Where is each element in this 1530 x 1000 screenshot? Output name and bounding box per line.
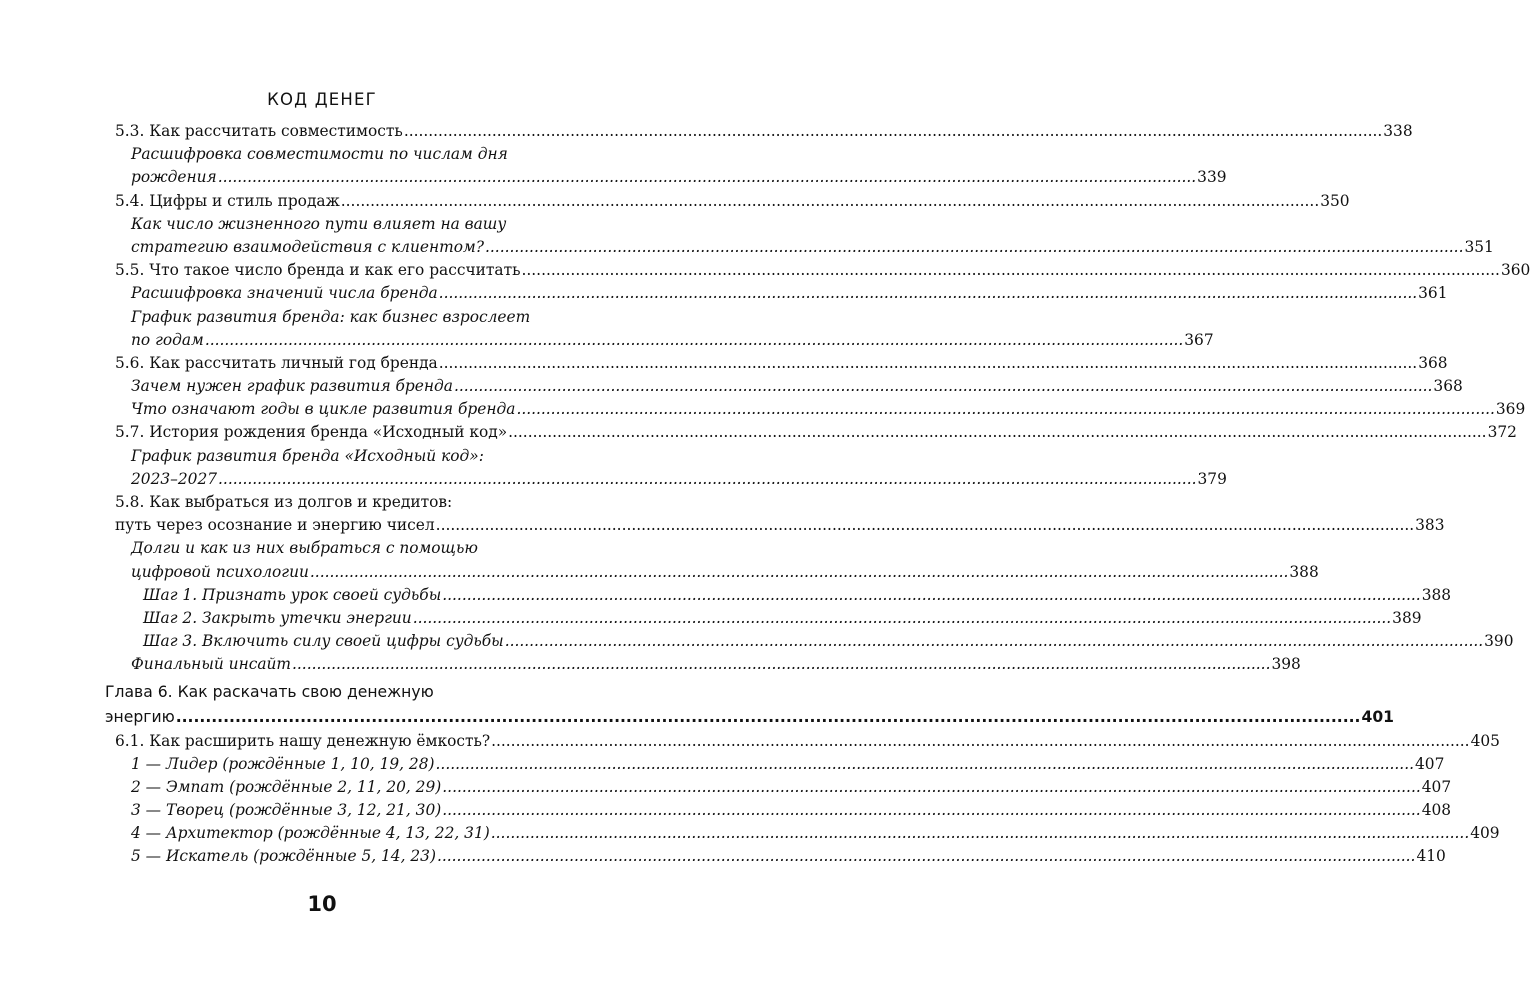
toc-entry-title: Долги и как из них выбраться с помощью (131, 539, 478, 558)
toc-entry-title: по годам (131, 330, 204, 349)
toc-page-number: 368 (1418, 353, 1448, 372)
toc-page-number: 368 (1433, 377, 1463, 396)
toc-page-number: 388 (1421, 585, 1452, 604)
toc-entry-title: 5.7. История рождения бренда «Исходный код» (115, 423, 508, 442)
toc-entry-title: 5.3. Как рассчитать совместимость (115, 122, 403, 140)
toc-page-number: 383 (1415, 516, 1445, 535)
toc-chapter-entry[interactable] (105, 680, 1395, 730)
toc-entry-title: Расшифровка значений числа бренда (131, 284, 438, 303)
toc-entry-title: рождения (131, 168, 217, 187)
toc-entry[interactable] (105, 584, 1452, 607)
toc-entry-title: Что означают годы в цикле развития бренда (131, 400, 516, 419)
toc-page-number: 408 (1421, 801, 1452, 820)
toc-entry[interactable] (105, 143, 1227, 189)
toc-page-number: 390 (1484, 632, 1514, 651)
table-of-contents (105, 120, 1530, 869)
toc-entry[interactable] (105, 120, 1413, 143)
toc-entry-title: 5.8. Как выбраться из долгов и кредитов: (115, 493, 453, 511)
toc-chapter-title: Глава 6. Как раскачать свою денежную (105, 682, 434, 701)
toc-entry[interactable] (105, 491, 1445, 537)
toc-entry[interactable] (105, 607, 1422, 630)
toc-entry-title: Как число жизненного пути влияет на вашу (131, 214, 507, 233)
toc-entry[interactable] (105, 822, 1500, 845)
toc-entry-title: Шаг 3. Включить силу своей цифры судьбы (143, 632, 504, 651)
toc-entry-title: Финальный инсайт (131, 655, 292, 674)
toc-entry[interactable] (105, 753, 1445, 776)
toc-entry-title: 6.1. Как расширить нашу денежную ёмкость? (115, 731, 491, 750)
toc-entry-title: 5.4. Цифры и стиль продаж (115, 191, 340, 210)
toc-entry[interactable] (105, 282, 1448, 305)
toc-page-number: 389 (1392, 608, 1422, 627)
running-head: КОД ДЕНЕГ (267, 90, 377, 109)
toc-entry-title: 4 — Архитектор (рождённые 4, 13, 22, 31) (131, 824, 490, 843)
toc-entry[interactable] (105, 375, 1463, 398)
page-number: 10 (307, 892, 337, 916)
toc-chapter-title: энергию (105, 707, 175, 726)
toc-entry-title: Расшифровка совместимости по числам дня (131, 145, 508, 164)
toc-page-number: 407 (1421, 777, 1452, 796)
toc-entry[interactable] (105, 259, 1530, 282)
toc-entry[interactable] (105, 776, 1452, 799)
toc-entry-title: График развития бренда «Исходный код»: (131, 446, 484, 465)
toc-entry-title: 5.5. Что такое число бренда и как его рассчитать (115, 261, 521, 280)
toc-page-number: 398 (1271, 655, 1301, 674)
toc-entry-title: путь через осознание и энергию чисел (115, 516, 435, 535)
toc-page-number: 338 (1383, 122, 1413, 140)
toc-entry-title: Зачем нужен график развития бренда (131, 377, 453, 396)
toc-page-number: 350 (1320, 191, 1350, 210)
toc-entry-title: График развития бренда: как бизнес взрослеет (131, 307, 531, 326)
toc-page-number: 351 (1464, 237, 1494, 256)
toc-entry[interactable] (105, 445, 1227, 491)
toc-entry[interactable] (105, 190, 1350, 213)
toc-entry-title: 3 — Творец (рождённые 3, 12, 21, 30) (131, 801, 442, 820)
toc-page-number: 372 (1487, 423, 1517, 442)
toc-entry[interactable] (105, 398, 1526, 421)
toc-page-number: 410 (1416, 847, 1446, 866)
toc-entry[interactable] (105, 799, 1452, 822)
toc-entry-title: 2023–2027 (131, 469, 218, 488)
toc-page-number: 407 (1414, 754, 1445, 773)
toc-entry[interactable] (105, 421, 1517, 444)
toc-page-number: 401 (1361, 707, 1395, 726)
toc-entry-title: цифровой психологии (131, 562, 309, 581)
toc-entry[interactable] (105, 306, 1214, 352)
toc-entry-title: стратегию взаимодействия с клиентом? (131, 237, 485, 256)
toc-entry[interactable] (105, 730, 1500, 753)
toc-entry-title: 5 — Искатель (рождённые 5, 14, 23) (131, 847, 436, 866)
toc-entry[interactable] (105, 213, 1494, 259)
toc-page-number: 388 (1289, 562, 1319, 581)
toc-entry-title: Шаг 2. Закрыть утечки энергии (143, 608, 412, 627)
toc-entry[interactable] (105, 653, 1301, 676)
toc-page-number: 409 (1470, 824, 1500, 843)
toc-page-number: 405 (1470, 731, 1500, 750)
toc-page-number: 360 (1500, 261, 1530, 280)
toc-entry-title: 5.6. Как рассчитать личный год бренда (115, 353, 438, 372)
toc-page-number: 361 (1418, 284, 1448, 303)
toc-entry-title: 2 — Эмпат (рождённые 2, 11, 20, 29) (131, 777, 442, 796)
toc-page-number: 369 (1495, 400, 1526, 419)
toc-entry[interactable] (105, 630, 1514, 653)
toc-page-number: 339 (1197, 168, 1227, 187)
toc-entry[interactable] (105, 537, 1319, 583)
toc-entry-title: 1 — Лидер (рождённые 1, 10, 19, 28) (131, 754, 435, 773)
toc-page-number: 367 (1184, 330, 1214, 349)
toc-page-number: 379 (1197, 469, 1227, 488)
toc-entry[interactable] (105, 352, 1448, 375)
toc-entry[interactable] (105, 845, 1446, 868)
toc-entry-title: Шаг 1. Признать урок своей судьбы (143, 585, 442, 604)
